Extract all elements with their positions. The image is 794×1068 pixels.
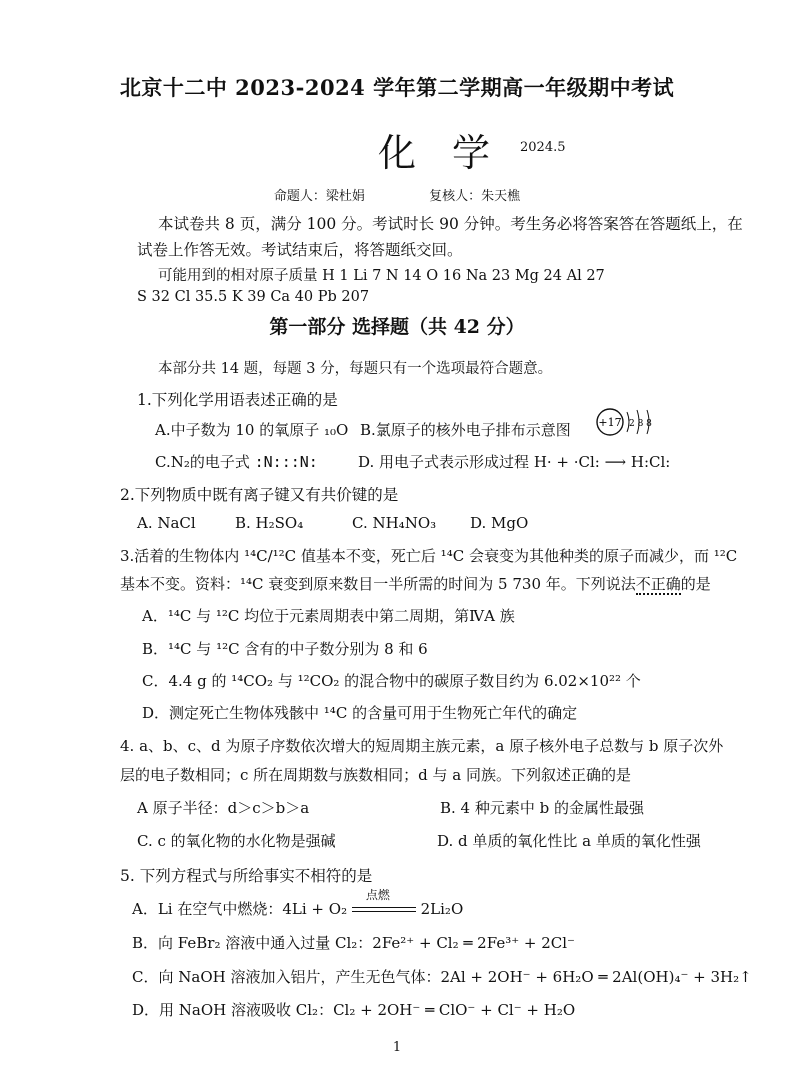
bohr-nucleus-label: +17 xyxy=(598,416,622,429)
atomic-masses-line-2: S 32 Cl 35.5 K 39 Ca 40 Pb 207 xyxy=(137,289,370,305)
q3-stem-2: 基本不变。资料：¹⁴C 衰变到原来数目一半所需的时间为 5 730 年。下列说法不正确的是 xyxy=(120,575,711,593)
q5-option-d: D．用 NaOH 溶液吸收 Cl₂：Cl₂ + 2OH⁻ ═ ClO⁻ + Cl⁻ + H₂O xyxy=(132,1001,576,1019)
q2-stem: 2.下列物质中既有离子键又有共价键的是 xyxy=(120,486,399,504)
q4-stem-2: 层的电子数相同；c 所在周期数与族数相同；d 与 a 同族。下列叙述正确的是 xyxy=(120,766,632,784)
exam-title: 北京十二中 2023-2024 学年第二学期高一年级期中考试 xyxy=(119,75,675,100)
q1-a-formula: ₁₀O xyxy=(324,421,349,439)
q5-a-condition: 点燃 xyxy=(365,888,390,902)
instructions-line-1: 本试卷共 8 页，满分 100 分。考试时长 90 分钟。考生务必将答案答在答题纸上，在 xyxy=(158,215,743,233)
exam-date: 2024.5 xyxy=(520,140,566,155)
q3-option-d: D．测定死亡生物体残骸中 ¹⁴C 的含量可用于生物死亡年代的确定 xyxy=(142,704,578,722)
q1-option-c: C.N₂的电子式 :N:::N: xyxy=(155,453,318,471)
q1-stem: 1.下列化学用语表述正确的是 xyxy=(137,391,338,409)
q4-option-d: D. d 单质的氧化性比 a 单质的氧化性强 xyxy=(437,832,701,850)
section-note: 本部分共 14 题，每题 3 分，每题只有一个选项最符合题意。 xyxy=(158,361,553,377)
q4-option-b: B. 4 种元素中 b 的金属性最强 xyxy=(440,799,645,817)
q1-c-formula: :N:::N: xyxy=(254,453,318,471)
q3-stem-1: 3.活着的生物体内 ¹⁴C/¹²C 值基本不变，死亡后 ¹⁴C 会衰变为其他种类的原子而减少，而 ¹²C xyxy=(120,547,738,565)
q4-option-c: C. c 的氧化物的水化物是强碱 xyxy=(137,832,336,850)
subject-title: 化学 xyxy=(378,131,527,175)
q5-option-b: B．向 FeBr₂ 溶液中通入过量 Cl₂：2Fe²⁺ + Cl₂ ═ 2Fe³⁺ + 2Cl⁻ xyxy=(132,934,575,952)
q3-option-a: A．¹⁴C 与 ¹²C 均位于元素周期表中第二周期，第ⅣA 族 xyxy=(142,607,515,625)
q2-option-d: D. MgO xyxy=(470,514,529,532)
q2-option-a: A. NaCl xyxy=(137,514,196,532)
reviewer: 复核人：朱天樵 xyxy=(429,189,521,204)
page-number: 1 xyxy=(392,1040,402,1055)
q5-a-reaction-arrow xyxy=(352,888,416,917)
section-title: 第一部分 选择题（共 42 分） xyxy=(269,316,525,338)
author: 命题人：梁杜娟 xyxy=(273,189,365,204)
q2-option-b: B. H₂SO₄ xyxy=(235,514,304,532)
q1-d-formula: H· + ·Cl: ⟶ H:Cl: xyxy=(533,453,671,471)
chlorine-bohr-diagram xyxy=(593,404,663,440)
q1-option-d: D. 用电子式表示形成过程 H· + ·Cl: ⟶ H:Cl: xyxy=(358,453,671,471)
q2-option-c: C. NH₄NO₃ xyxy=(352,514,437,532)
q3-emphasis: 不正确 xyxy=(635,575,681,593)
q1-option-a: A.中子数为 10 的氧原子 ₁₀O xyxy=(155,421,349,439)
q5-option-c: C．向 NaOH 溶液加入铝片，产生无色气体：2Al + 2OH⁻ + 6H₂O ═ 2Al(OH)₄⁻ + 3H₂↑ xyxy=(132,968,752,986)
q5-option-a: A．Li 在空气中燃烧：4Li + O₂ 点燃 2Li₂O xyxy=(132,888,464,918)
bohr-shells-label: 2 8 8 xyxy=(629,419,652,429)
q4-stem-1: 4. a、b、c、d 为原子序数依次增大的短周期主族元素，a 原子核外电子总数与 b 原子次外 xyxy=(120,737,724,755)
authors-line xyxy=(0,185,794,204)
q3-option-b: B．¹⁴C 与 ¹²C 含有的中子数分别为 8 和 6 xyxy=(142,640,428,658)
atomic-masses-line-1: 可能用到的相对原子质量 H 1 Li 7 N 14 O 16 Na 23 Mg 24 Al 27 xyxy=(158,268,605,284)
q3-option-c: C．4.4 g 的 ¹⁴CO₂ 与 ¹²CO₂ 的混合物中的碳原子数目约为 6.02×10²² 个 xyxy=(142,672,641,690)
q1-option-b: B.氯原子的核外电子排布示意图 xyxy=(360,421,571,439)
instructions-line-2: 试卷上作答无效。考试结束后，将答题纸交回。 xyxy=(137,241,463,259)
q4-option-a: A 原子半径：d＞c＞b＞a xyxy=(137,799,310,817)
q5-stem: 5. 下列方程式与所给事实不相符的是 xyxy=(120,867,373,885)
